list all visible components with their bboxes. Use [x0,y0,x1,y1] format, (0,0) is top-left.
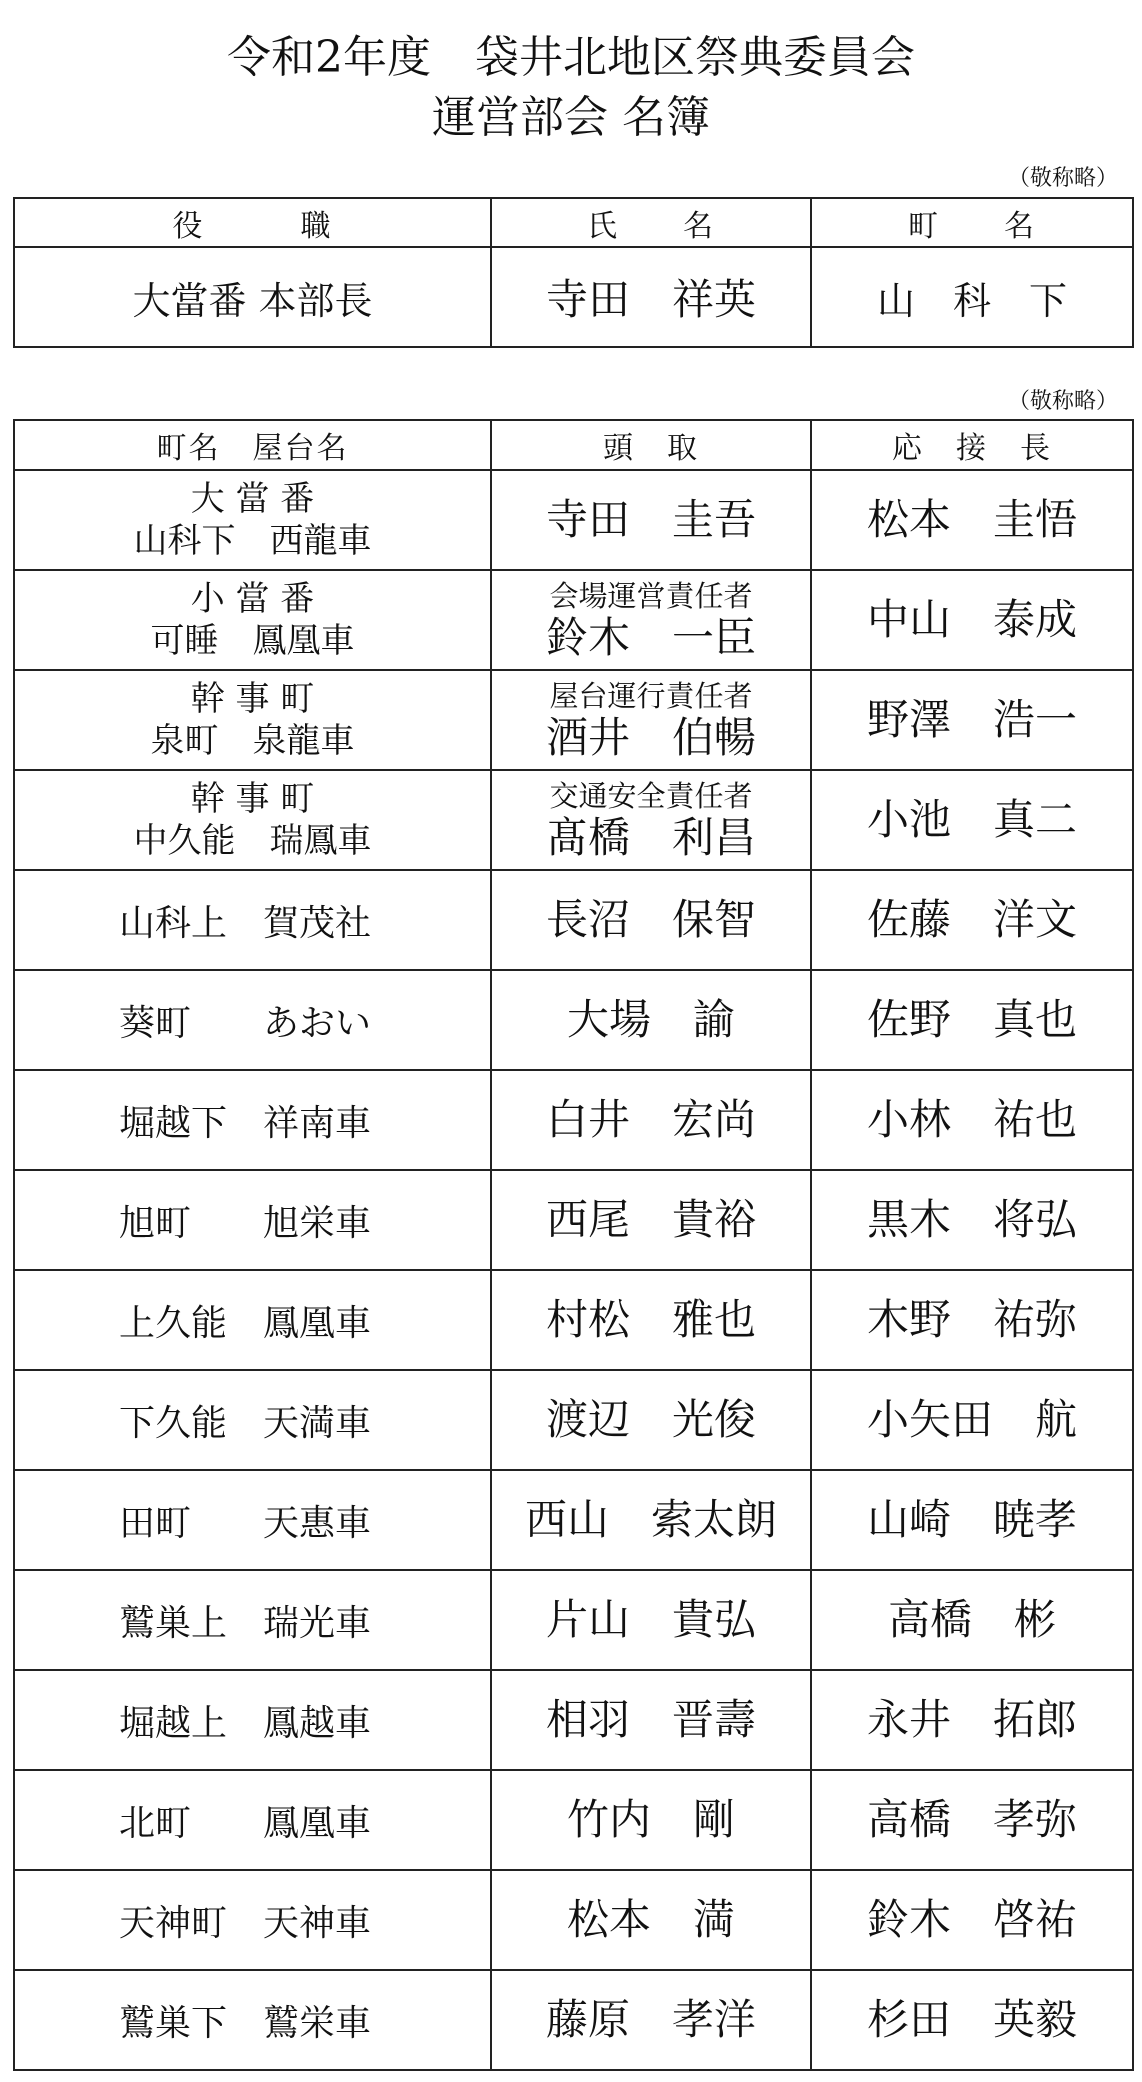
reception-cell: 鈴木 啓祐 [811,1870,1133,1970]
table-row [14,1870,1133,1970]
town-float-cell: 旭町 旭栄車 [14,1170,491,1270]
role-title: 交通安全責任者 [549,779,753,813]
rank-town-cell [14,470,491,570]
head-cell: 村松 雅也 [491,1270,811,1370]
head-name: 鈴木 一臣 [545,613,756,662]
reception-cell: 佐藤 洋文 [811,870,1133,970]
town-float: 山科下 西龍車 [133,521,372,561]
table-row [14,770,1133,870]
head-cell [491,670,811,770]
head-cell: 竹内 剛 [491,1770,811,1870]
rank-label: 幹 事 町 [190,779,315,819]
honorific-note: （敬称略） [1007,389,1118,414]
reception-cell: 松本 圭悟 [811,470,1133,570]
reception-cell: 中山 泰成 [811,570,1133,670]
town-float-cell: 天神町 天神車 [14,1870,491,1970]
rank-town-cell [14,670,491,770]
town-float-cell: 鷲巣上 瑞光車 [14,1570,491,1670]
reception-cell: 黒木 将弘 [811,1170,1133,1270]
town-float-cell: 堀越上 鳳越車 [14,1670,491,1770]
town-float: 泉町 泉龍車 [150,721,355,761]
town-float-cell: 下久能 天満車 [14,1370,491,1470]
town-float-cell: 北町 鳳凰車 [14,1770,491,1870]
reception-cell: 佐野 真也 [811,970,1133,1070]
table-row [14,1470,1133,1570]
head-cell [491,570,811,670]
town-float-cell: 上久能 鳳凰車 [14,1270,491,1370]
header-name: 氏 名 [491,198,811,247]
roster-table-header [14,420,1133,470]
head-cell: 渡辺 光俊 [491,1370,811,1470]
reception-cell: 高橋 孝弥 [811,1770,1133,1870]
head-cell: 相羽 晋壽 [491,1670,811,1770]
table-row [14,1370,1133,1470]
reception-cell: 小池 真二 [811,770,1133,870]
header-head: 頭 取 [491,420,811,470]
town-float-cell: 鷲巣下 鷲栄車 [14,1970,491,2070]
officer-row [14,247,1133,347]
table-row [14,1970,1133,2070]
reception-cell: 山崎 暁孝 [811,1470,1133,1570]
table-row [14,870,1133,970]
table-row [14,1170,1133,1270]
head-cell: 大場 諭 [491,970,811,1070]
town-float-cell: 山科上 賀茂社 [14,870,491,970]
town-float: 中久能 瑞鳳車 [133,821,372,861]
table-row [14,570,1133,670]
document-title: 令和2年度 袋井北地区祭典委員会 [227,32,915,83]
rank-town-cell [14,770,491,870]
head-cell: 白井 宏尚 [491,1070,811,1170]
table-row [14,1070,1133,1170]
officer-table [13,197,1134,348]
header-town-float: 町名 屋台名 [14,420,491,470]
town-float-cell: 堀越下 祥南車 [14,1070,491,1170]
head-cell: 藤原 孝洋 [491,1970,811,2070]
table-row [14,970,1133,1070]
reception-cell: 野澤 浩一 [811,670,1133,770]
rank-town-cell [14,570,491,670]
head-name: 髙橋 利昌 [545,813,756,862]
honorific-note: （敬称略） [1007,166,1118,191]
head-cell: 長沼 保智 [491,870,811,970]
header-role: 役 職 [14,198,491,247]
reception-cell: 高橋 彬 [811,1570,1133,1670]
table-row [14,1570,1133,1670]
table-row [14,1670,1133,1770]
head-cell [491,770,811,870]
table-row [14,1270,1133,1370]
head-cell: 西尾 貴裕 [491,1170,811,1270]
head-cell: 片山 貴弘 [491,1570,811,1670]
reception-cell: 小矢田 航 [811,1370,1133,1470]
table-row [14,1770,1133,1870]
header-reception: 応 接 長 [811,420,1133,470]
rank-label: 大 當 番 [190,479,315,519]
reception-cell: 杉田 英毅 [811,1970,1133,2070]
head-cell: 寺田 圭吾 [491,470,811,570]
officer-name: 寺田 祥英 [491,247,811,347]
header-town: 町 名 [811,198,1133,247]
table-row [14,470,1133,570]
officer-table-header [14,198,1133,247]
reception-cell: 木野 祐弥 [811,1270,1133,1370]
head-cell: 西山 索太朗 [491,1470,811,1570]
town-float-cell: 田町 天惠車 [14,1470,491,1570]
reception-cell: 永井 拓郎 [811,1670,1133,1770]
table-row [14,670,1133,770]
rank-label: 幹 事 町 [190,679,315,719]
town-float-cell: 葵町 あおい [14,970,491,1070]
role-title: 屋台運行責任者 [549,679,753,713]
roster-table [13,419,1134,2071]
rank-label: 小 當 番 [190,579,315,619]
town-float: 可睡 鳳凰車 [150,621,355,661]
head-cell: 松本 満 [491,1870,811,1970]
head-name: 酒井 伯暢 [545,713,756,762]
officer-role: 大當番 本部長 [14,247,491,347]
role-title: 会場運営責任者 [549,579,753,613]
reception-cell: 小林 祐也 [811,1070,1133,1170]
document-subtitle: 運営部会 名簿 [432,92,710,143]
officer-town: 山 科 下 [811,247,1133,347]
